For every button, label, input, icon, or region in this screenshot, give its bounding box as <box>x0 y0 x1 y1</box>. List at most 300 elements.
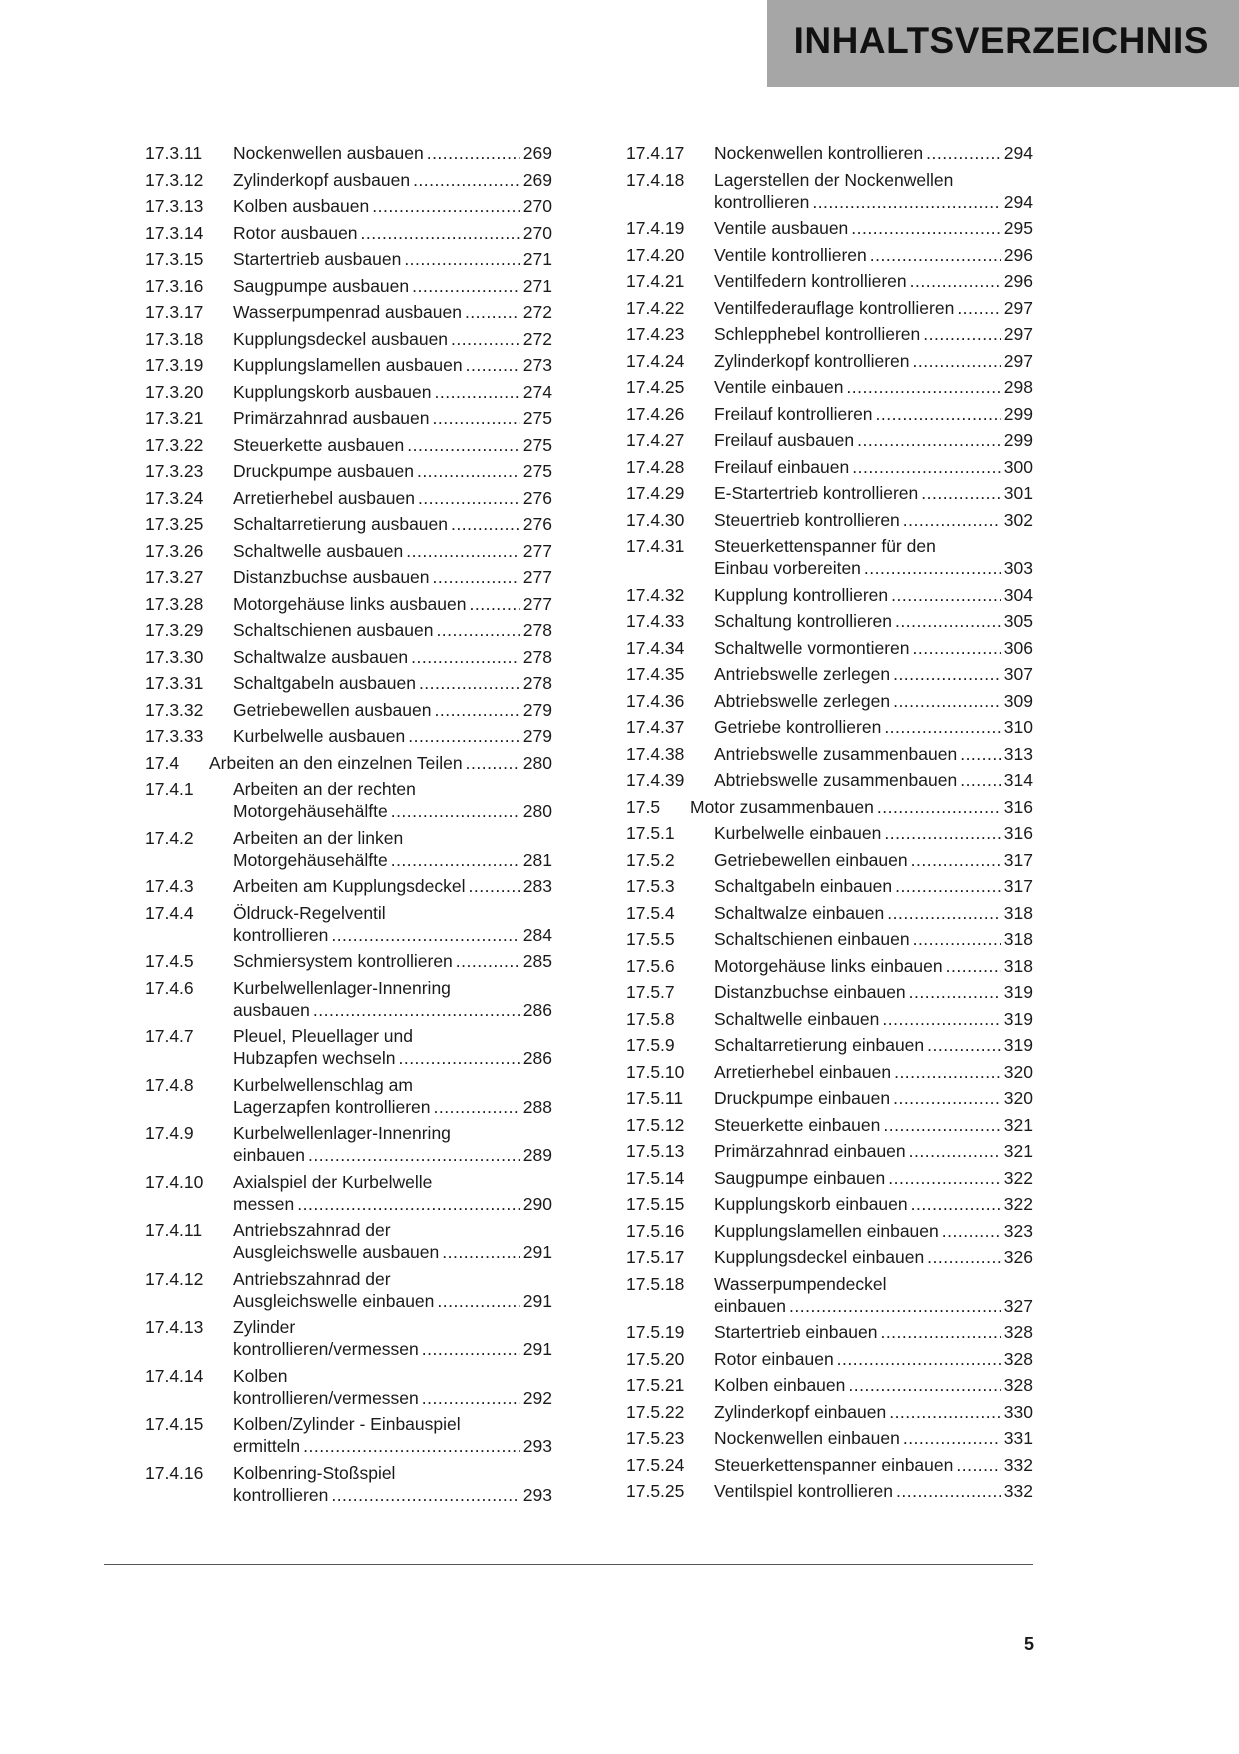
toc-entry-line <box>714 1401 1033 1423</box>
toc-entry[interactable] <box>626 849 1033 871</box>
toc-entry-line <box>233 778 552 800</box>
toc-entry-number: 17.4.15 <box>145 1414 204 1434</box>
toc-entry[interactable] <box>626 822 1033 844</box>
toc-entry-page: 316 <box>1003 823 1033 843</box>
toc-entry-number: 17.5.9 <box>626 1035 675 1055</box>
toc-entry[interactable] <box>145 593 552 615</box>
toc-entry[interactable] <box>626 955 1033 977</box>
toc-entry-line <box>714 1034 1033 1056</box>
toc-entry-body <box>714 637 1033 659</box>
toc-entry[interactable] <box>145 540 552 562</box>
toc-entry-title: Arretierhebel einbauen <box>714 1061 892 1082</box>
toc-entry[interactable] <box>626 1114 1033 1136</box>
toc-entry[interactable] <box>145 1462 552 1506</box>
toc-entry[interactable] <box>626 928 1033 950</box>
toc-entry[interactable] <box>626 1321 1033 1343</box>
toc-entry[interactable] <box>145 301 552 323</box>
toc-entry-number: 17.4.27 <box>626 430 685 450</box>
toc-entry-page: 279 <box>522 726 552 746</box>
toc-entry-page: 297 <box>1003 297 1033 318</box>
toc-entry-number: 17.3.20 <box>145 381 204 402</box>
toc-entry-number: 17.5.25 <box>626 1481 685 1501</box>
toc-entry-page: 328 <box>1003 1348 1033 1369</box>
toc-entry-line <box>714 482 1033 504</box>
toc-entry-title: Schaltschienen einbauen <box>714 929 910 949</box>
toc-entry-page: 299 <box>1003 430 1033 450</box>
toc-entry[interactable] <box>626 690 1033 712</box>
toc-entry[interactable] <box>145 752 552 774</box>
toc-entry[interactable] <box>626 1374 1033 1396</box>
toc-entry-number: 17.4 <box>145 752 180 773</box>
toc-entry-body <box>233 169 552 191</box>
toc-entry-title: kontrollieren <box>233 924 329 945</box>
toc-entry-line <box>233 275 552 297</box>
toc-entry[interactable] <box>626 796 1033 818</box>
dot-leader <box>876 403 1001 425</box>
toc-entry-body <box>233 827 552 871</box>
toc-entry[interactable] <box>626 1061 1033 1083</box>
toc-entry-number: 17.3.13 <box>145 196 204 216</box>
toc-entry[interactable] <box>626 323 1033 345</box>
toc-entry-page: 293 <box>522 1436 552 1456</box>
toc-entry-page: 286 <box>522 999 552 1020</box>
toc-entry-line <box>714 637 1033 659</box>
toc-entry[interactable] <box>626 403 1033 425</box>
toc-entry-number: 17.3.30 <box>145 646 204 667</box>
toc-entry-number: 17.5.19 <box>626 1322 685 1342</box>
toc-entry-title: kontrollieren <box>714 191 810 212</box>
toc-entry-page: 284 <box>522 924 552 945</box>
toc-entry-line <box>233 1268 552 1290</box>
toc-entry[interactable] <box>145 1316 552 1360</box>
dot-leader <box>436 619 519 641</box>
toc-entry-line <box>714 1193 1033 1215</box>
toc-entry-body <box>714 822 1033 844</box>
toc-entry-body <box>714 690 1033 712</box>
toc-entry[interactable] <box>626 1401 1033 1423</box>
dot-leader <box>877 796 1001 818</box>
toc-entry[interactable] <box>626 875 1033 897</box>
toc-entry-line <box>714 822 1033 844</box>
toc-entry[interactable] <box>626 297 1033 319</box>
toc-entry-number: 17.3.23 <box>145 461 204 481</box>
toc-entry[interactable] <box>626 663 1033 685</box>
toc-entry-page: 283 <box>522 876 552 896</box>
toc-entry[interactable] <box>145 902 552 946</box>
toc-entry-line <box>714 1246 1033 1268</box>
toc-entry-title: Kupplungskorb einbauen <box>714 1194 908 1214</box>
dot-leader <box>466 752 520 774</box>
toc-entry-page: 310 <box>1003 717 1033 737</box>
toc-entry-line <box>233 646 552 668</box>
toc-entry-title: Steuerkettenspanner für den <box>714 536 936 556</box>
toc-entry-body <box>714 1246 1033 1268</box>
toc-entry-page: 272 <box>522 328 552 349</box>
toc-entry[interactable] <box>145 434 552 456</box>
toc-entry-line <box>233 924 552 946</box>
toc-entry-number: 17.4.21 <box>626 271 685 291</box>
toc-entry-page: 313 <box>1003 743 1033 764</box>
toc-entry-title: Antriebswelle zerlegen <box>714 664 891 684</box>
toc-entry-body <box>714 535 1033 579</box>
toc-entry[interactable] <box>626 902 1033 924</box>
toc-entry-line <box>233 487 552 509</box>
toc-entry[interactable] <box>626 1480 1033 1502</box>
dot-leader <box>433 407 520 429</box>
toc-entry[interactable] <box>626 535 1033 579</box>
toc-entry-number: 17.4.11 <box>145 1220 203 1240</box>
toc-entry[interactable] <box>626 716 1033 738</box>
toc-entry-line <box>714 270 1033 292</box>
toc-entry[interactable] <box>626 584 1033 606</box>
toc-entry-number: 17.3.28 <box>145 593 204 614</box>
toc-entry[interactable] <box>626 610 1033 632</box>
dot-leader <box>361 222 520 244</box>
toc-entry-page: 296 <box>1003 244 1033 265</box>
toc-entry[interactable] <box>145 1268 552 1312</box>
toc-entry-title: Antriebszahnrad der <box>233 1220 391 1240</box>
toc-entry[interactable] <box>626 637 1033 659</box>
toc-entry-title: Motorgehäusehälfte <box>233 801 388 821</box>
toc-entry[interactable] <box>626 429 1033 451</box>
toc-entry-body <box>233 248 552 270</box>
toc-entry[interactable] <box>626 169 1033 213</box>
toc-entry[interactable] <box>626 482 1033 504</box>
toc-entry[interactable] <box>145 827 552 871</box>
toc-entry-number: 17.3.25 <box>145 514 204 534</box>
toc-entry-title: Getriebe kontrollieren <box>714 717 882 737</box>
toc-entry-line <box>233 566 552 588</box>
dot-leader <box>927 1246 1001 1268</box>
dot-leader <box>331 1484 519 1506</box>
toc-entry[interactable] <box>626 981 1033 1003</box>
toc-entry-body <box>233 778 552 822</box>
toc-entry-body <box>714 610 1033 632</box>
toc-entry-page: 270 <box>522 222 552 243</box>
toc-entry-number: 17.4.14 <box>145 1365 204 1386</box>
toc-entry[interactable] <box>626 1008 1033 1030</box>
toc-entry-body <box>233 977 552 1021</box>
dot-leader <box>884 822 1000 844</box>
toc-entry[interactable] <box>626 350 1033 372</box>
toc-entry-line <box>233 301 552 323</box>
toc-entry-title: Kolben ausbauen <box>233 196 370 216</box>
toc-entry[interactable] <box>626 456 1033 478</box>
toc-entry-number: 17.4.10 <box>145 1171 204 1192</box>
toc-entry-number: 17.3.21 <box>145 408 204 428</box>
toc-entry-title: einbauen <box>233 1145 306 1165</box>
toc-entry-body <box>714 429 1033 451</box>
toc-entry[interactable] <box>145 566 552 588</box>
toc-entry[interactable] <box>145 328 552 350</box>
toc-entry[interactable] <box>626 1220 1033 1242</box>
toc-entry-body <box>233 354 552 376</box>
toc-entry-title: E-Startertrieb kontrollieren <box>714 483 919 503</box>
toc-entry-title: Kurbelwellenlager-Innenring <box>233 1123 451 1143</box>
toc-entry-title: Hubzapfen wechseln <box>233 1048 396 1068</box>
toc-entry-title: Ausgleichswelle einbauen <box>233 1290 435 1311</box>
dot-leader <box>895 610 1001 632</box>
toc-entry-page: 302 <box>1003 509 1033 530</box>
toc-entry-page: 297 <box>1003 324 1033 344</box>
toc-entry[interactable] <box>626 1427 1033 1449</box>
dot-leader <box>408 725 520 747</box>
toc-entry[interactable] <box>626 1167 1033 1189</box>
toc-entry-body <box>714 1374 1033 1396</box>
toc-entry-title: Schaltarretierung einbauen <box>714 1035 925 1055</box>
toc-entry-line <box>714 1167 1033 1189</box>
toc-entry[interactable] <box>626 1140 1033 1162</box>
toc-entry-page: 272 <box>522 302 552 322</box>
toc-entry[interactable] <box>145 248 552 270</box>
toc-entry-line <box>233 1219 552 1241</box>
dot-leader <box>308 1144 520 1166</box>
toc-entry-body <box>233 328 552 350</box>
toc-entry[interactable] <box>145 460 552 482</box>
toc-entry-number: 17.4.37 <box>626 717 685 737</box>
toc-entry-line <box>233 1122 552 1144</box>
toc-entry[interactable] <box>626 142 1033 164</box>
toc-entry-page: 299 <box>1003 403 1033 424</box>
dot-leader <box>957 297 1000 319</box>
toc-entry-body <box>714 1348 1033 1370</box>
dot-leader <box>960 743 1001 765</box>
toc-entry-number: 17.4.2 <box>145 827 194 848</box>
toc-entry-number: 17.3.16 <box>145 275 204 296</box>
toc-entry-body <box>233 301 552 323</box>
toc-entry[interactable] <box>626 1034 1033 1056</box>
toc-entry-title: Ventilspiel kontrollieren <box>714 1481 893 1501</box>
toc-entry[interactable] <box>145 977 552 1021</box>
toc-entry[interactable] <box>145 1413 552 1457</box>
toc-entry-page: 318 <box>1003 955 1033 976</box>
toc-entry[interactable] <box>145 1074 552 1118</box>
toc-entry-line <box>714 1273 1033 1295</box>
toc-entry-body <box>233 699 552 721</box>
toc-entry-page: 277 <box>522 540 552 561</box>
toc-entry-page: 319 <box>1003 1008 1033 1029</box>
toc-entry-body <box>233 1316 552 1360</box>
toc-entry-title: Arretierhebel ausbauen <box>233 487 415 508</box>
toc-entry-title: Primärzahnrad einbauen <box>714 1141 906 1161</box>
toc-entry-page: 293 <box>522 1484 552 1505</box>
toc-entry-title: Ausgleichswelle ausbauen <box>233 1242 440 1262</box>
toc-entry-number: 17.4.32 <box>626 584 685 605</box>
dot-leader <box>895 875 1001 897</box>
dot-leader <box>407 434 520 456</box>
toc-entry-line <box>233 1144 552 1166</box>
toc-entry-line <box>233 1047 552 1069</box>
dot-leader <box>911 849 1001 871</box>
toc-entry-body <box>233 513 552 535</box>
toc-entry-number: 17.4.3 <box>145 876 194 896</box>
toc-entry-body <box>233 1413 552 1457</box>
toc-entry-body <box>233 407 552 429</box>
toc-entry-line <box>714 928 1033 950</box>
toc-entry[interactable] <box>145 487 552 509</box>
toc-entry-number: 17.4.12 <box>145 1268 204 1289</box>
toc-entry-line <box>233 725 552 747</box>
toc-entry-line <box>233 142 552 164</box>
toc-entry[interactable] <box>626 769 1033 791</box>
toc-entry[interactable] <box>145 725 552 747</box>
toc-entry-page: 278 <box>522 646 552 667</box>
toc-entry-number: 17.3.24 <box>145 487 204 508</box>
toc-entry-number: 17.3.17 <box>145 302 204 322</box>
dot-leader <box>848 1374 1000 1396</box>
toc-entry[interactable] <box>626 509 1033 531</box>
dot-leader <box>313 999 520 1021</box>
toc-entry-title: Antriebszahnrad der <box>233 1268 391 1289</box>
toc-entry-number: 17.5 <box>626 796 661 817</box>
toc-entry-title: Startertrieb einbauen <box>714 1322 878 1342</box>
toc-entry[interactable] <box>145 672 552 694</box>
dot-leader <box>434 1096 520 1118</box>
toc-entry-line <box>714 690 1033 712</box>
toc-entry-body <box>714 482 1033 504</box>
toc-entry-title: Ventilfedern kontrollieren <box>714 271 907 291</box>
toc-entry[interactable] <box>626 1348 1033 1370</box>
toc-entry[interactable] <box>145 1219 552 1263</box>
toc-entry-page: 321 <box>1003 1141 1033 1161</box>
dot-leader <box>372 195 520 217</box>
toc-entry[interactable] <box>145 1171 552 1215</box>
toc-entry[interactable] <box>626 1273 1033 1317</box>
dot-leader <box>896 1480 1001 1502</box>
toc-entry-number: 17.3.33 <box>145 726 204 746</box>
toc-entry-title: Steuerkettenspanner einbauen <box>714 1454 954 1475</box>
toc-entry-line <box>714 716 1033 738</box>
toc-entry[interactable] <box>145 950 552 972</box>
toc-entry-number: 17.3.15 <box>145 249 204 269</box>
toc-entry-title: Wasserpumpenrad ausbauen <box>233 302 462 322</box>
toc-entry[interactable] <box>145 1122 552 1166</box>
toc-entry-number: 17.5.24 <box>626 1454 685 1475</box>
dot-leader <box>427 142 520 164</box>
dot-leader <box>406 540 520 562</box>
toc-entry-page: 291 <box>522 1339 552 1359</box>
toc-entry[interactable] <box>145 646 552 668</box>
toc-entry[interactable] <box>145 875 552 897</box>
toc-entry-number: 17.4.8 <box>145 1074 194 1095</box>
toc-entry[interactable] <box>626 270 1033 292</box>
toc-entry-line <box>233 195 552 217</box>
toc-entry[interactable] <box>626 376 1033 398</box>
toc-entry[interactable] <box>145 142 552 164</box>
toc-entry-number: 17.5.6 <box>626 955 675 976</box>
toc-entry-body <box>233 540 552 562</box>
toc-entry-line <box>714 535 1033 557</box>
toc-entry[interactable] <box>145 699 552 721</box>
toc-entry-page: 305 <box>1003 611 1033 631</box>
toc-entry-body <box>714 270 1033 292</box>
toc-entry-title: ausbauen <box>233 999 310 1020</box>
toc-entry-line <box>233 1171 552 1193</box>
toc-entry-number: 17.5.12 <box>626 1114 685 1135</box>
toc-entry-body <box>714 584 1033 606</box>
dot-leader <box>413 169 520 191</box>
toc-entry[interactable] <box>145 1025 552 1069</box>
toc-entry[interactable] <box>626 217 1033 239</box>
toc-entry[interactable] <box>626 1454 1033 1476</box>
toc-entry-page: 290 <box>522 1193 552 1214</box>
toc-entry[interactable] <box>626 743 1033 765</box>
toc-entry[interactable] <box>626 1193 1033 1215</box>
toc-entry-page: 275 <box>522 461 552 481</box>
toc-entry[interactable] <box>626 1246 1033 1268</box>
toc-entry[interactable] <box>626 244 1033 266</box>
toc-entry-title: Motor zusammenbauen <box>690 796 874 817</box>
toc-entry-title: Kupplungskorb ausbauen <box>233 381 432 402</box>
toc-entry-body <box>714 1427 1033 1449</box>
toc-entry-page: 317 <box>1003 849 1033 870</box>
toc-entry-title: Distanzbuchse einbauen <box>714 982 906 1002</box>
toc-entry-line <box>714 1140 1033 1162</box>
toc-entry[interactable] <box>145 195 552 217</box>
toc-entry-page: 275 <box>522 434 552 455</box>
toc-entry[interactable] <box>145 381 552 403</box>
toc-entry-line <box>233 1241 552 1263</box>
toc-entry-number: 17.5.13 <box>626 1141 685 1161</box>
toc-entry[interactable] <box>145 619 552 641</box>
toc-entry[interactable] <box>145 169 552 191</box>
toc-entry[interactable] <box>145 778 552 822</box>
toc-entry-page: 276 <box>522 487 552 508</box>
toc-entry-title: Motorgehäusehälfte <box>233 849 388 870</box>
dot-leader <box>909 1140 1001 1162</box>
toc-entry-line <box>233 1290 552 1312</box>
dot-leader <box>893 663 1001 685</box>
toc-entry-number: 17.4.20 <box>626 244 685 265</box>
toc-entry[interactable] <box>145 222 552 244</box>
toc-entry-title: Rotor ausbauen <box>233 222 358 243</box>
toc-entry-number: 17.4.36 <box>626 690 685 711</box>
toc-entry-body <box>233 566 552 588</box>
dot-leader <box>417 460 520 482</box>
toc-entry-body <box>714 1321 1033 1343</box>
toc-entry-title: kontrollieren/vermessen <box>233 1387 419 1408</box>
toc-entry[interactable] <box>145 354 552 376</box>
toc-entry-page: 277 <box>522 593 552 614</box>
toc-entry-body <box>233 487 552 509</box>
toc-entry-page: 275 <box>522 408 552 428</box>
toc-entry-line <box>714 1061 1033 1083</box>
toc-entry-title: Einbau vorbereiten <box>714 558 861 578</box>
toc-entry[interactable] <box>145 407 552 429</box>
toc-entry-title: Schaltwelle einbauen <box>714 1008 880 1029</box>
page-title: INHALTSVERZEICHNIS <box>793 20 1209 61</box>
toc-entry-title: Kupplungsdeckel ausbauen <box>233 328 449 349</box>
toc-entry[interactable] <box>145 275 552 297</box>
toc-entry[interactable] <box>626 1087 1033 1109</box>
toc-entry-number: 17.5.1 <box>626 823 675 843</box>
toc-entry-title: Abtriebswelle zerlegen <box>714 690 891 711</box>
toc-entry-title: ermitteln <box>233 1436 301 1456</box>
toc-entry-page: 323 <box>1003 1220 1033 1241</box>
toc-entry-body <box>714 902 1033 924</box>
toc-entry-page: 278 <box>522 673 552 693</box>
toc-entry-line <box>714 323 1033 345</box>
toc-entry-body <box>233 460 552 482</box>
toc-entry-number: 17.4.7 <box>145 1026 194 1046</box>
toc-entry-line <box>233 328 552 350</box>
dot-leader <box>422 1338 520 1360</box>
toc-entry[interactable] <box>145 513 552 535</box>
toc-entry-title: Freilauf einbauen <box>714 456 850 477</box>
toc-entry[interactable] <box>145 1365 552 1409</box>
toc-entry-number: 17.3.27 <box>145 567 204 587</box>
dot-leader <box>913 637 1001 659</box>
